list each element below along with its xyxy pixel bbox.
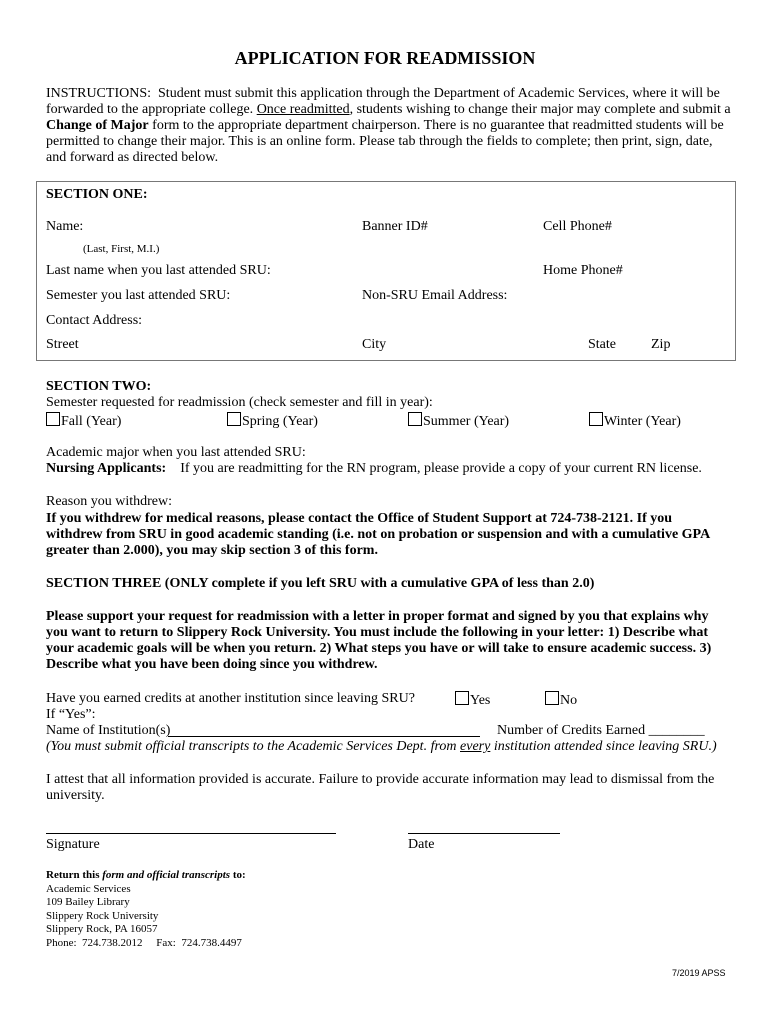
instructions-label: INSTRUCTIONS: xyxy=(46,86,152,101)
section-three-heading: SECTION THREE (ONLY complete if you left SRU with a cumulative GPA of less than 2.0) xyxy=(46,576,595,591)
yes-option[interactable] xyxy=(455,691,490,709)
name-hint: (Last, First, M.I.) xyxy=(83,243,160,255)
credits-earned-label: Number of Credits Earned ________ xyxy=(497,723,705,738)
instructions-text: , students wishing to change their major may complete and submit a xyxy=(349,102,731,117)
instructions-text: form to the appropriate department chairperson. There is no guarantee that readmitted students will be permitted to change their major. This is an online form. Please tab through the fields to complete; then print, sign, date, and forward as directed below. xyxy=(46,118,724,165)
no-checkbox[interactable] xyxy=(545,691,559,705)
support-instructions: Please support your request for readmission with a letter in proper format and signed by you that explains why you want to return to Slippery Rock University. You must include the following in your letter: 1) Describe what your academic goals will be when you return. 2) What steps you have or will take to ensure academic success. 3) Describe what you have been doing since you withdrew. xyxy=(46,609,712,672)
zip-label: Zip xyxy=(651,337,671,352)
semester-label: Semester you last attended SRU: xyxy=(46,288,231,303)
institution-field[interactable] xyxy=(168,736,480,737)
spring-label: Spring (Year) xyxy=(242,414,318,429)
spring-option[interactable] xyxy=(227,412,318,430)
reason-label: Reason you withdrew: xyxy=(46,494,172,509)
if-yes-label: If “Yes”: xyxy=(46,707,96,722)
nursing-note xyxy=(46,461,702,477)
return-text: Return this xyxy=(46,869,103,881)
section-one-heading: SECTION ONE: xyxy=(46,187,148,202)
semester-request-label: Semester requested for readmission (check semester and fill in year): xyxy=(46,395,433,410)
section-two-heading: SECTION TWO: xyxy=(46,379,152,394)
signature-label: Signature xyxy=(46,837,100,852)
winter-label: Winter (Year) xyxy=(604,414,681,429)
transcripts-note xyxy=(46,739,717,755)
date-line[interactable] xyxy=(408,833,560,834)
spring-checkbox[interactable] xyxy=(227,412,241,426)
transcripts-text: (You must submit official transcripts to the Academic Services Dept. from xyxy=(46,739,461,754)
return-text: to: xyxy=(230,869,246,881)
instructions-text: Student must submit this application through the Department of Academic Services, where it will be forwarded to the appropriate college. xyxy=(46,86,720,117)
state-label: State xyxy=(588,337,616,352)
last-name-label: Last name when you last attended SRU: xyxy=(46,263,271,278)
change-of-major: Change of Major xyxy=(46,118,149,133)
return-text: form and official transcripts xyxy=(102,869,231,881)
email-label: Non-SRU Email Address: xyxy=(362,288,508,303)
cell-phone-label: Cell Phone# xyxy=(543,219,612,234)
page-title: APPLICATION FOR READMISSION xyxy=(234,48,536,68)
instructions xyxy=(46,86,736,166)
fall-checkbox[interactable] xyxy=(46,412,60,426)
nursing-text: If you are readmitting for the RN program, please provide a copy of your current RN license. xyxy=(180,461,702,476)
city-label: City xyxy=(362,337,387,352)
credits-question: Have you earned credits at another institution since leaving SRU? xyxy=(46,691,415,706)
summer-label: Summer (Year) xyxy=(423,414,510,429)
nursing-label: Nursing Applicants: xyxy=(46,461,167,476)
attestation: I attest that all information provided is accurate. Failure to provide accurate information may lead to dismissal from the university. xyxy=(46,772,715,803)
home-phone-label: Home Phone# xyxy=(543,263,623,278)
street-label: Street xyxy=(46,337,79,352)
address-line: Slippery Rock, PA 16057 xyxy=(46,923,158,935)
banner-id-label: Banner ID# xyxy=(362,219,428,234)
winter-option[interactable] xyxy=(589,412,681,430)
no-option[interactable] xyxy=(545,691,577,709)
name-label: Name: xyxy=(46,219,84,234)
fall-option[interactable] xyxy=(46,412,121,430)
fall-label: Fall (Year) xyxy=(61,414,122,429)
address-line: 109 Bailey Library xyxy=(46,896,130,908)
major-label: Academic major when you last attended SRU: xyxy=(46,445,306,460)
address-line: Slippery Rock University xyxy=(46,909,159,922)
transcripts-text: institution attended since leaving SRU.) xyxy=(490,739,717,754)
contact-label: Contact Address: xyxy=(46,313,143,328)
institution-label: Name of Institution(s) xyxy=(46,723,171,738)
date-label: Date xyxy=(408,837,435,852)
every-text: every xyxy=(460,739,491,754)
return-address xyxy=(46,869,246,950)
yes-checkbox[interactable] xyxy=(455,691,469,705)
summer-checkbox[interactable] xyxy=(408,412,422,426)
no-label: No xyxy=(560,693,578,708)
signature-line[interactable] xyxy=(46,833,336,834)
winter-checkbox[interactable] xyxy=(589,412,603,426)
yes-label: Yes xyxy=(470,693,491,708)
medical-note: If you withdrew for medical reasons, please contact the Office of Student Support at 724-738-2121. If you withdrew from SRU in good academic standing (i.e. not on probation or suspension and with a cumulative GPA greater than 2.000), you may skip section 3 of this form. xyxy=(46,511,710,558)
summer-option[interactable] xyxy=(408,412,509,430)
once-readmitted: Once readmitted xyxy=(256,102,350,117)
address-line: Academic Services xyxy=(46,882,131,895)
return-heading xyxy=(46,869,246,883)
phone-fax: Phone: 724.738.2012 Fax: 724.738.4497 xyxy=(46,936,242,949)
footer-code: 7/2019 APSS xyxy=(672,968,726,978)
